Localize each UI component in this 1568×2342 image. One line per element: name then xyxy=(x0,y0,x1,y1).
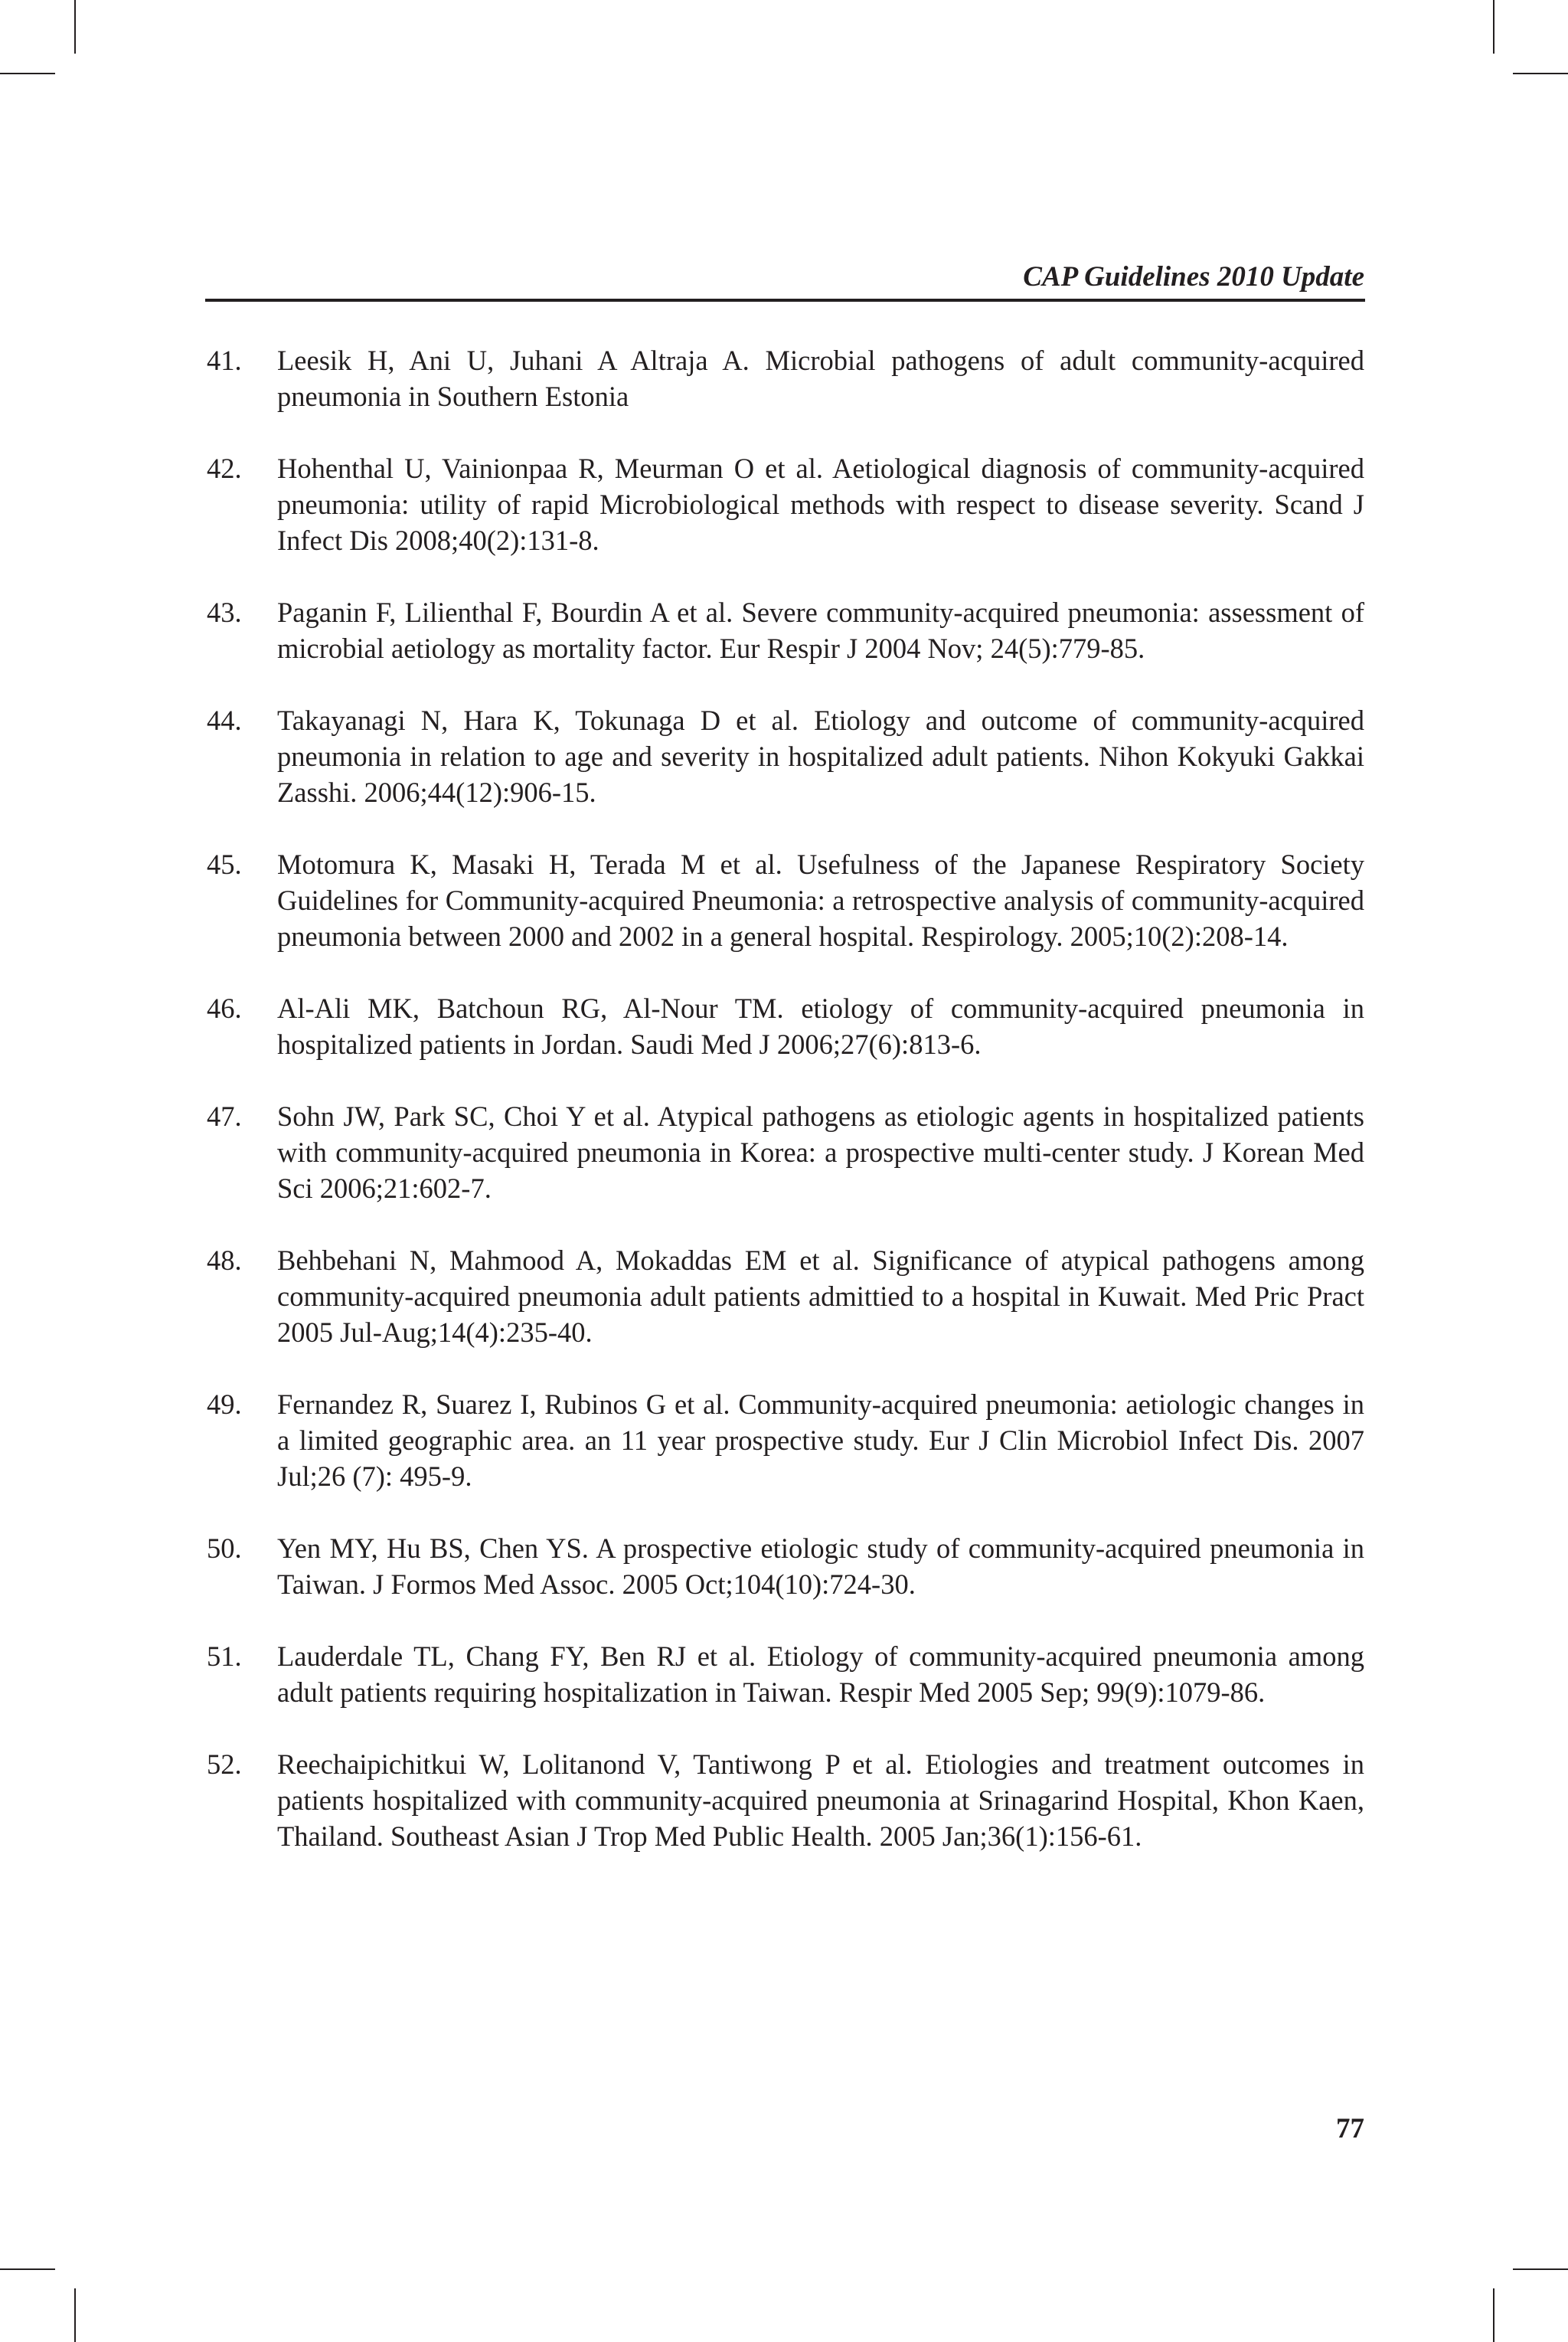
running-head: CAP Guidelines 2010 Update xyxy=(1023,261,1364,293)
crop-mark-top-left-vertical xyxy=(74,0,76,54)
reference-number: 49. xyxy=(207,1389,242,1420)
crop-mark-bottom-left-horizontal xyxy=(0,2268,55,2270)
reference-number: 45. xyxy=(207,849,242,880)
reference-text: Leesik H, Ani U, Juhani A Altraja A. Microbial pathogens of adult community-acquired pneumonia in Southern Estonia xyxy=(277,345,1364,412)
reference-item xyxy=(207,702,1364,810)
reference-number: 50. xyxy=(207,1532,242,1564)
crop-mark-bottom-right-horizontal xyxy=(1513,2268,1568,2270)
reference-text: Yen MY, Hu BS, Chen YS. A prospective etiologic study of community-acquired pneumonia in Taiwan. J Formos Med Assoc. 2005 Oct;104(10):724-30. xyxy=(277,1532,1364,1600)
reference-item xyxy=(207,1386,1364,1494)
reference-text: Behbehani N, Mahmood A, Mokaddas EM et al. Significance of atypical pathogens among community-acquired pneumonia adult patients admittied to a hospital in Kuwait. Med Pric Pract 2005 Jul-Aug;14(4):235-40. xyxy=(277,1245,1364,1348)
reference-number: 52. xyxy=(207,1748,242,1780)
reference-text: Reechaipichitkui W, Lolitanond V, Tantiwong P et al. Etiologies and treatment outcomes in patients hospitalized with community-acquired pneumonia at Srinagarind Hospital, Khon Kaen, Thailand. Southeast Asian J Trop Med Public Health. 2005 Jan;36(1):156-61. xyxy=(277,1748,1364,1852)
reference-item xyxy=(207,450,1364,558)
reference-number: 47. xyxy=(207,1101,242,1132)
reference-text: Takayanagi N, Hara K, Tokunaga D et al. Etiology and outcome of community-acquired pneumonia in relation to age and severity in hospitalized adult patients. Nihon Kokyuki Gakkai Zasshi. 2006;44(12):906-15. xyxy=(277,705,1364,808)
reference-number: 51. xyxy=(207,1640,242,1672)
reference-number: 42. xyxy=(207,453,242,484)
reference-item xyxy=(207,1098,1364,1206)
crop-mark-bottom-left-vertical xyxy=(74,2288,76,2342)
reference-list xyxy=(207,342,1364,1890)
reference-number: 48. xyxy=(207,1245,242,1276)
reference-item xyxy=(207,1746,1364,1854)
reference-number: 46. xyxy=(207,993,242,1024)
reference-text: Al-Ali MK, Batchoun RG, Al-Nour TM. etiology of community-acquired pneumonia in hospitalized patients in Jordan. Saudi Med J 2006;27(6):813-6. xyxy=(277,993,1364,1060)
reference-item xyxy=(207,846,1364,954)
crop-mark-top-left-horizontal xyxy=(0,73,55,74)
reference-item xyxy=(207,342,1364,414)
crop-mark-bottom-right-vertical xyxy=(1493,2288,1494,2342)
reference-item xyxy=(207,1242,1364,1350)
reference-text: Motomura K, Masaki H, Terada M et al. Usefulness of the Japanese Respiratory Society Guidelines for Community-acquired Pneumonia: a retrospective analysis of community-acquired pneumonia between 2000 and 2002 in a general hospital. Respirology. 2005;10(2):208-14. xyxy=(277,849,1364,952)
reference-number: 43. xyxy=(207,597,242,628)
reference-number: 44. xyxy=(207,705,242,736)
header-rule xyxy=(205,299,1365,302)
reference-text: Lauderdale TL, Chang FY, Ben RJ et al. Etiology of community-acquired pneumonia among adult patients requiring hospitalization in Taiwan. Respir Med 2005 Sep; 99(9):1079-86. xyxy=(277,1640,1364,1708)
crop-mark-top-right-vertical xyxy=(1493,0,1494,54)
reference-number: 41. xyxy=(207,345,242,376)
reference-text: Hohenthal U, Vainionpaa R, Meurman O et al. Aetiological diagnosis of community-acquired pneumonia: utility of rapid Microbiological methods with respect to disease severity. Scand J Infect Dis 2008;40(2):131-8. xyxy=(277,453,1364,556)
reference-text: Sohn JW, Park SC, Choi Y et al. Atypical pathogens as etiologic agents in hospitalized patients with community-acquired pneumonia in Korea: a prospective multi-center study. J Korean Med Sci 2006;21:602-7. xyxy=(277,1101,1364,1204)
reference-item xyxy=(207,1638,1364,1710)
reference-text: Paganin F, Lilienthal F, Bourdin A et al. Severe community-acquired pneumonia: assessment of microbial aetiology as mortality factor. Eur Respir J 2004 Nov; 24(5):779-85. xyxy=(277,597,1364,664)
reference-item xyxy=(207,990,1364,1062)
reference-text: Fernandez R, Suarez I, Rubinos G et al. Community-acquired pneumonia: aetiologic changes in a limited geographic area. an 11 year prospective study. Eur J Clin Microbiol Infect Dis. 2007 Jul;26 (7): 495-9. xyxy=(277,1389,1364,1492)
reference-item xyxy=(207,1530,1364,1602)
reference-item xyxy=(207,594,1364,666)
crop-mark-top-right-horizontal xyxy=(1513,73,1568,74)
page-number: 77 xyxy=(1336,2113,1364,2144)
